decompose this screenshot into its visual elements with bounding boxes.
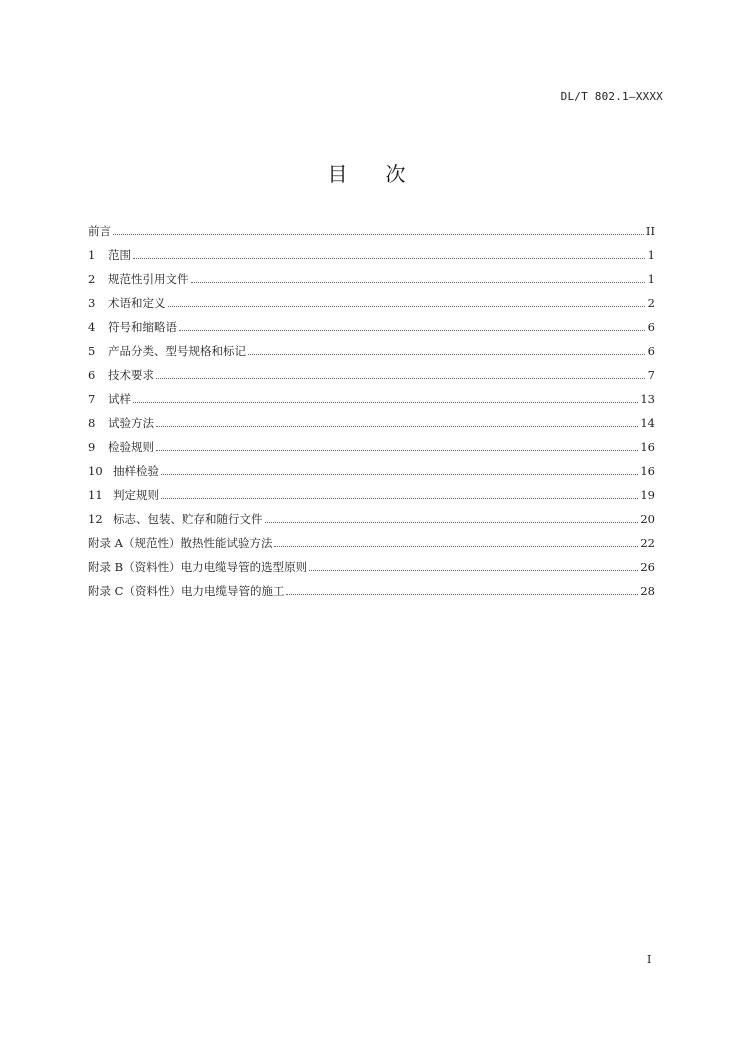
dot-leader <box>191 281 646 283</box>
dot-leader <box>161 473 638 475</box>
dot-leader <box>309 569 638 571</box>
toc-entry-page: 16 <box>640 464 655 478</box>
toc-entry-number: 2 <box>88 272 96 286</box>
dot-leader <box>156 377 645 379</box>
toc-entry-9[interactable] <box>88 435 655 459</box>
toc-entry-1[interactable] <box>88 243 655 267</box>
toc-entry-label: 抽样检验 <box>113 464 159 478</box>
toc-entry-label: 附录 B（资料性）电力电缆导管的选型原则 <box>88 560 308 574</box>
toc-entry-number: 5 <box>88 344 96 358</box>
dot-leader <box>161 497 638 499</box>
toc-entry-label: 前言 <box>88 224 111 238</box>
toc-entry-label: 判定规则 <box>113 488 159 502</box>
toc-entry-foreword[interactable] <box>88 219 655 243</box>
toc-entry-label: 技术要求 <box>108 368 154 382</box>
toc-entry-page: 1 <box>647 248 655 262</box>
toc-entry-label: 术语和定义 <box>108 296 166 310</box>
toc-entry-page: 19 <box>640 488 655 502</box>
page-title <box>0 158 733 187</box>
toc-entry-6[interactable] <box>88 363 655 387</box>
document-id: DL/T 802.1—XXXX <box>560 90 663 103</box>
toc-entry-10[interactable] <box>88 459 655 483</box>
toc-entry-12[interactable] <box>88 507 655 531</box>
toc-entry-label: 规范性引用文件 <box>108 272 189 286</box>
dot-leader <box>274 545 638 547</box>
toc-entry-label: 标志、包装、贮存和随行文件 <box>113 512 263 526</box>
toc-entry-page: 20 <box>640 512 655 526</box>
dot-leader <box>286 593 638 595</box>
dot-leader <box>248 353 645 355</box>
toc-entry-11[interactable] <box>88 483 655 507</box>
title-char-1: 目 <box>327 162 348 186</box>
toc-entry-page: 26 <box>640 560 655 574</box>
toc-entry-appendix-b[interactable] <box>88 555 655 579</box>
toc-entry-label: 试验方法 <box>108 416 154 430</box>
toc-entry-number: 4 <box>88 320 96 334</box>
toc-entry-number: 11 <box>88 488 103 502</box>
toc-entry-label: 试样 <box>108 392 131 406</box>
toc-entry-number: 12 <box>88 512 103 526</box>
toc-entry-label: 附录 C（资料性）电力电缆导管的施工 <box>88 584 285 598</box>
toc-entry-page: 6 <box>647 320 655 334</box>
toc-entry-number: 7 <box>88 392 96 406</box>
toc-entry-8[interactable] <box>88 411 655 435</box>
toc-entry-5[interactable] <box>88 339 655 363</box>
toc-entry-page: 2 <box>647 296 655 310</box>
toc-entry-appendix-a[interactable] <box>88 531 655 555</box>
toc-entry-page: 16 <box>640 440 655 454</box>
page-number: I <box>647 953 652 966</box>
toc-entry-3[interactable] <box>88 291 655 315</box>
toc-entry-label: 产品分类、型号规格和标记 <box>108 344 246 358</box>
toc-entry-page: II <box>645 224 655 238</box>
toc-entry-number: 10 <box>88 464 103 478</box>
toc-entry-number: 8 <box>88 416 96 430</box>
toc-entry-number: 3 <box>88 296 96 310</box>
toc-entry-page: 13 <box>640 392 655 406</box>
toc-entry-2[interactable] <box>88 267 655 291</box>
toc-entry-number: 1 <box>88 248 96 262</box>
toc-entry-7[interactable] <box>88 387 655 411</box>
dot-leader <box>156 425 638 427</box>
toc-entry-label: 检验规则 <box>108 440 154 454</box>
table-of-contents <box>88 219 655 603</box>
toc-entry-number: 9 <box>88 440 96 454</box>
dot-leader <box>156 449 638 451</box>
toc-entry-number: 6 <box>88 368 96 382</box>
toc-entry-page: 6 <box>647 344 655 358</box>
toc-entry-label: 符号和缩略语 <box>108 320 177 334</box>
toc-entry-page: 14 <box>640 416 655 430</box>
toc-entry-label: 范围 <box>108 248 131 262</box>
title-char-2: 次 <box>385 162 406 186</box>
toc-entry-page: 1 <box>647 272 655 286</box>
toc-entry-appendix-c[interactable] <box>88 579 655 603</box>
dot-leader <box>179 329 645 331</box>
toc-entry-page: 7 <box>647 368 655 382</box>
toc-entry-4[interactable] <box>88 315 655 339</box>
dot-leader <box>168 305 646 307</box>
dot-leader <box>265 521 639 523</box>
dot-leader <box>113 233 644 235</box>
dot-leader <box>133 401 638 403</box>
toc-entry-label: 附录 A（规范性）散热性能试验方法 <box>88 536 273 550</box>
toc-entry-page: 28 <box>640 584 655 598</box>
toc-entry-page: 22 <box>640 536 655 550</box>
dot-leader <box>133 257 645 259</box>
